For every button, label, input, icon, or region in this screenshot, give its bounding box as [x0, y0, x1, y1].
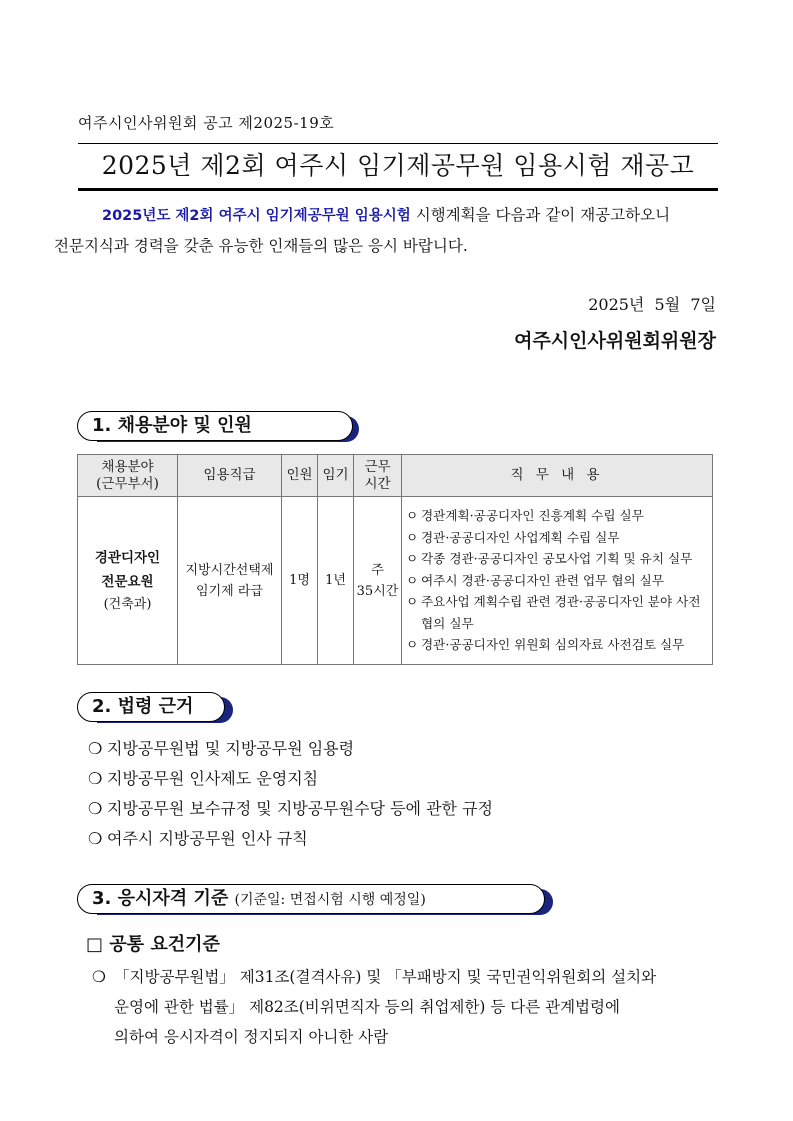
duty-item: ㅇ 경관계획·공공디자인 진흥계획 수립 실무: [406, 508, 644, 524]
intro-line1-rest: 시행계획을 다음과 같이 재공고하오니: [410, 206, 671, 224]
section-2-title: 2. 법령 근거: [77, 692, 225, 722]
header-term: 임기: [318, 455, 354, 497]
cell-count: 1명: [282, 497, 318, 665]
header-hours: 근무 시간: [354, 455, 402, 497]
section-3-heading: [77, 884, 557, 914]
header-field: 채용분야 (근무부서): [78, 455, 178, 497]
duty-item: ㅇ 경관·공공디자인 위원회 심의자료 사전검토 실무: [406, 637, 685, 653]
table-header-row: [78, 455, 713, 497]
signer: 여주시인사위원회위원장: [514, 330, 716, 352]
section-1-heading: [77, 411, 367, 441]
header-duties: 직 무 내 용: [402, 455, 713, 497]
header-count: 인원: [282, 455, 318, 497]
cell-duties: [402, 497, 713, 665]
common-requirements-item: ❍ 「지방공무원법」 제31조(결격사유) 및 「부패방지 및 국민권익위원회의 설치와 운영에 관한 법률」 제82조(비위면직자 등의 취업제한) 등 다른 관계법령에 의하여 응시자격이 정지되지 아니한 사람: [92, 968, 657, 1046]
list-item: ❍ 지방공무원 인사제도 운영지침: [88, 769, 319, 788]
intro-highlight: 2025년도 제2회 여주시 임기제공무원 임용시험: [102, 208, 411, 224]
legal-basis-list: [88, 734, 493, 854]
cell-field: 경관디자인 전문요원 (건축과): [78, 497, 178, 665]
duty-item: ㅇ 주요사업 계획수립 관련 경관·공공디자인 분야 사전협의 실무: [406, 594, 701, 631]
announcement-date: 2025년 5월 7일: [588, 295, 716, 314]
header-grade: 임용직급: [178, 455, 282, 497]
notice-number: 여주시인사위원회 공고 제2025-19호: [78, 114, 335, 132]
list-item: ❍ 지방공무원법 및 지방공무원 임용령: [88, 739, 355, 758]
intro-line2: 전문지식과 경력을 갖춘 유능한 인재들의 많은 응시 바랍니다.: [54, 237, 468, 255]
section-1-title: 1. 채용분야 및 인원: [77, 411, 353, 441]
section-2-heading: [77, 692, 237, 722]
duty-item: ㅇ 각종 경관·공공디자인 공모사업 기획 및 유치 실무: [406, 551, 693, 567]
cell-term: 1년: [318, 497, 354, 665]
cell-hours: 주 35시간: [354, 497, 402, 665]
intro-paragraph: [54, 200, 718, 261]
list-item: ❍ 여주시 지방공무원 인사 규칙: [88, 829, 308, 848]
section-3-title: 3. 응시자격 기준 (기준일: 면접시험 시행 예정일): [77, 884, 545, 914]
cell-grade: 지방시간선택제 임기제 라급: [178, 497, 282, 665]
common-requirements-heading: □ 공통 요건기준: [86, 934, 220, 955]
list-item: ❍ 지방공무원 보수규정 및 지방공무원수당 등에 관한 규정: [88, 799, 494, 818]
duty-item: ㅇ 경관·공공디자인 사업계획 수립 실무: [406, 529, 620, 545]
duty-item: ㅇ 여주시 경관·공공디자인 관련 업무 협의 실무: [406, 572, 664, 588]
table-row: [78, 497, 713, 665]
page-title: 2025년 제2회 여주시 임기제공무원 임용시험 재공고: [78, 143, 718, 191]
recruitment-table: [77, 454, 713, 665]
